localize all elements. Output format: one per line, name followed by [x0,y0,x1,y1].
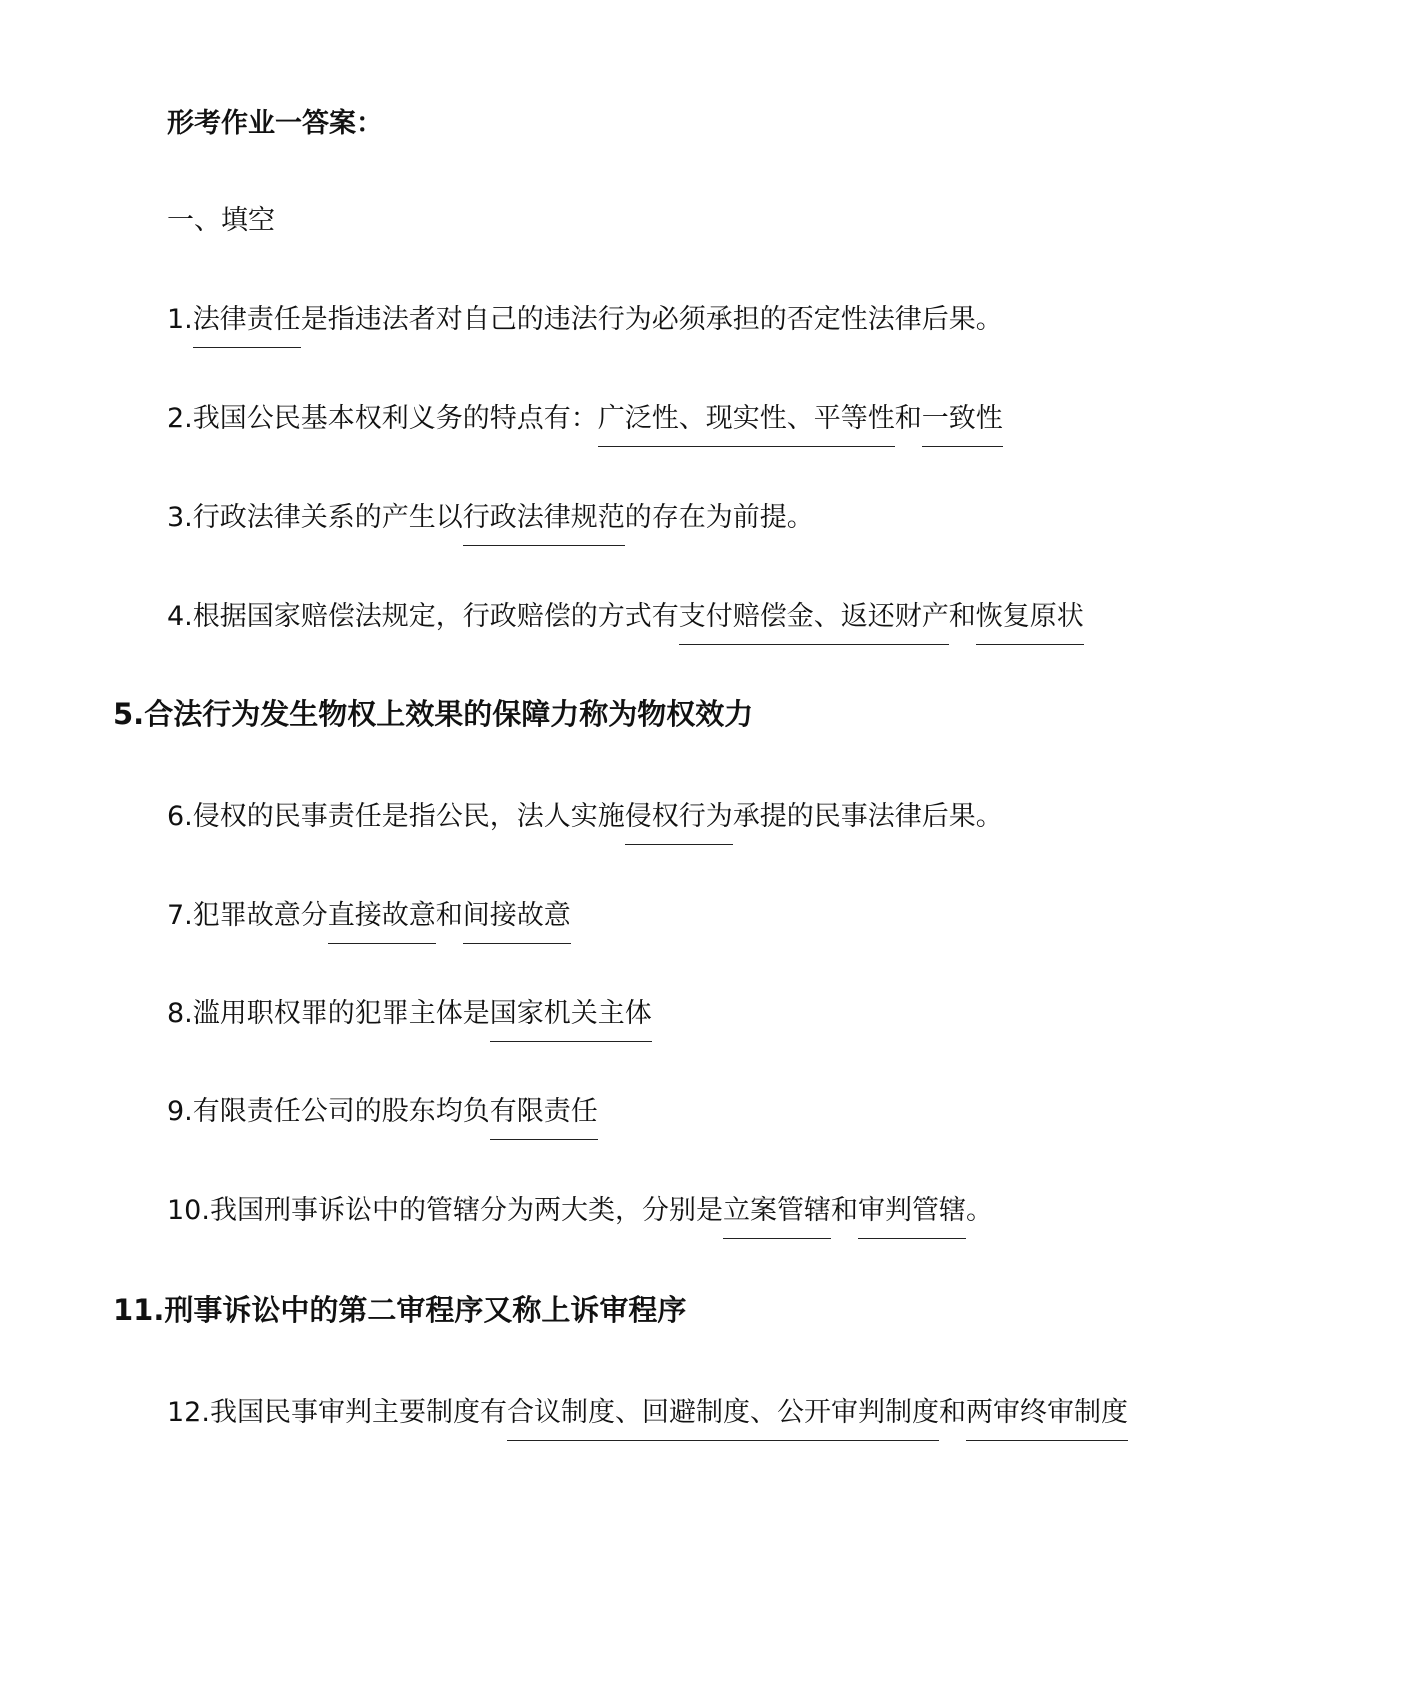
item-2 [167,399,1003,439]
item-3 [167,498,814,538]
item-number: 10. [167,1195,210,1226]
item-text: 有限责任公司的股东均负 [192,1096,490,1127]
item-number: 5. [113,697,145,731]
item-text: 我国民事审判主要制度有 [209,1397,507,1428]
item-text: 和 [830,1195,858,1226]
answer-blank: 一致性 [922,399,1003,439]
answer-blank: 支付赔偿金、返还财产 [679,597,949,637]
item-text: 的存在为前提。 [624,502,814,533]
section-heading: 一、填空 [167,205,275,236]
item-8 [167,994,652,1034]
item-1 [167,300,1003,340]
item-number: 9. [167,1096,193,1127]
item-number: 2. [167,403,193,434]
item-text: 和 [938,1397,966,1428]
answer-blank: 广泛性、现实性、平等性 [598,399,895,439]
item-text: 是指违法者对自己的违法行为必须承担的否定性法律后果。 [300,304,1003,335]
page-title: 形考作业一答案： [167,108,383,139]
answer-blank: 合议制度、回避制度、公开审判制度 [507,1393,939,1433]
item-5 [113,694,753,734]
item-text: 侵权的民事责任是指公民，法人实施 [192,801,625,832]
item-9 [167,1092,598,1132]
item-number: 6. [167,801,193,832]
item-text: 我国公民基本权利义务的特点有： [192,403,598,434]
item-text: 和 [948,601,976,632]
item-text: 和 [435,900,463,931]
item-number: 4. [167,601,193,632]
item-number: 3. [167,502,193,533]
item-7 [167,896,571,936]
item-text: 合法行为发生物权上效果的保障力称为物权效力 [144,697,754,731]
item-text: 。 [965,1195,993,1226]
item-10 [167,1191,993,1231]
answer-blank: 立案管辖 [723,1191,831,1231]
answer-blank: 行政法律规范 [463,498,625,538]
answer-blank: 有限责任 [490,1092,598,1132]
answer-blank: 国家机关主体 [490,994,652,1034]
item-12 [167,1393,1128,1433]
answer-blank: 两审终审制度 [966,1393,1128,1433]
item-text: 我国刑事诉讼中的管辖分为两大类，分别是 [209,1195,723,1226]
answer-blank: 侵权行为 [625,797,733,837]
item-text: 犯罪故意分 [192,900,328,931]
item-text: 根据国家赔偿法规定，行政赔偿的方式有 [192,601,679,632]
answer-blank: 审判管辖 [858,1191,966,1231]
item-11 [113,1290,686,1330]
item-number: 11. [113,1293,165,1327]
item-number: 1. [167,304,193,335]
item-text: 刑事诉讼中的第二审程序又称上诉审程序 [164,1293,687,1327]
item-4 [167,597,1084,637]
answer-blank: 法律责任 [193,300,301,340]
item-6 [167,797,1003,837]
item-text: 和 [894,403,922,434]
answer-blank: 直接故意 [328,896,436,936]
item-text: 承提的民事法律后果。 [732,801,1003,832]
item-number: 7. [167,900,193,931]
answer-blank: 间接故意 [463,896,571,936]
answer-blank: 恢复原状 [976,597,1084,637]
item-text: 行政法律关系的产生以 [192,502,463,533]
item-number: 12. [167,1397,210,1428]
item-number: 8. [167,998,193,1029]
item-text: 滥用职权罪的犯罪主体是 [192,998,490,1029]
